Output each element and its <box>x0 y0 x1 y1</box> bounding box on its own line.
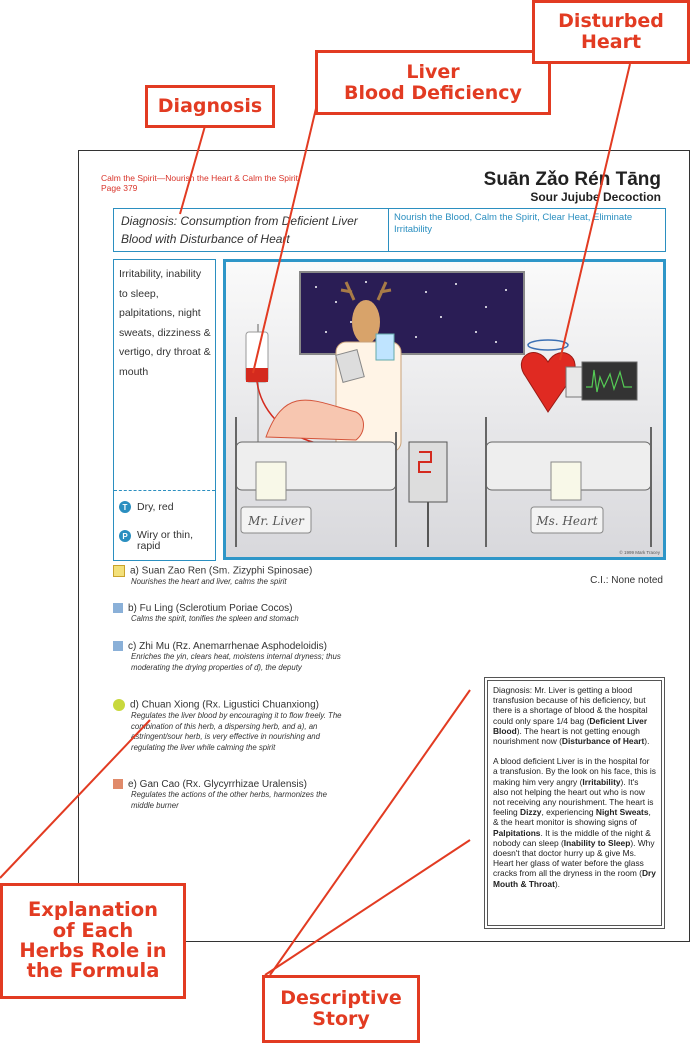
callout-explanation: Explanation of Each Herbs Role in the Formula <box>0 883 186 999</box>
pulse-text: Wiry or thin, rapid <box>137 529 194 552</box>
callout-liver-blood-deficiency: Liver Blood Deficiency <box>315 50 551 115</box>
herb-e: e) Gan Cao (Rx. Glycyrrhizae Uralensis) Regulates the actions of the other herbs, harmonizes the middle burner <box>113 779 343 811</box>
diagnosis-text: Diagnosis: Consumption from Deficient Liver Blood with Disturbance of Heart <box>114 209 389 251</box>
herb-c: c) Zhi Mu (Rz. Anemarrhenae Asphodeloidis) Enriches the yin, clears heat, moistens internal dryness; thus moderating the drying properties of d), the deputy <box>113 641 343 673</box>
callout-descriptive-story: Descriptive Story <box>262 975 420 1043</box>
copyright: © 1999 Mark Tracey <box>619 550 660 555</box>
herb-a: a) Suan Zao Ren (Sm. Zizyphi Spinosae) Nourishes the heart and liver, calms the spirit <box>113 565 312 588</box>
herb-a-role: Nourishes the heart and liver, calms the spirit <box>131 577 287 586</box>
page-number: Page 379 <box>101 183 138 193</box>
herb-e-role: Regulates the actions of the other herbs, harmonizes the middle burner <box>131 790 327 810</box>
category-label: Calm the Spirit—Nourish the Heart & Calm the Spirit <box>101 173 298 183</box>
callout-disturbed-heart: Disturbed Heart <box>532 0 690 64</box>
treatment-principle: Nourish the Blood, Calm the Spirit, Clear Heat, Eliminate Irritability <box>394 212 633 235</box>
liver-sign: Mr. Liver <box>248 514 304 528</box>
tongue-text: Dry, red <box>137 501 174 513</box>
callout-diagnosis: Diagnosis <box>145 85 275 128</box>
formula-subtitle: Sour Jujube Decoction <box>530 190 661 204</box>
herb-d-role: Regulates the liver blood by encouraging it to flow freely. The combination of this herb, a dispersing herb, and a), an astringent/sour herb, is very effective in nourishing and regulating the liver while calming the spirit <box>131 711 342 752</box>
tongue-icon: T <box>119 501 131 513</box>
herb-c-role: Enriches the yin, clears heat, moistens internal dryness; thus moderating the drying properties of d), the deputy <box>131 652 341 672</box>
herb-d: d) Chuan Xiong (Rx. Ligustici Chuanxiong) Regulates the liver blood by encouraging it to flow freely. The combination of this herb, a dispersing herb, and a), an astringent/sour herb, is very effective in nourishing and regulating the liver while calming the spirit <box>113 699 348 753</box>
formula-title: Suān Zǎo Rén Tāng <box>483 169 661 190</box>
heart-sign: Ms. Heart <box>536 514 598 528</box>
symptoms-text: Irritability, inability to sleep, palpitations, night sweats, dizziness & vertigo, dry throat & mouth <box>119 268 211 378</box>
pulse-icon: P <box>119 530 131 542</box>
story-text: Diagnosis: Mr. Liver is getting a blood transfusion because of his deficiency, but there is a shortage of blood & the hospital could only spare 1/4 bag (Deficient Liver Blood). The heart is not getting enough nourishment now (Disturbance of Heart). A blood deficient Liver is in the hospital for a transfusion. By the look on his face, this is making him very angry (Irritability). It's also not helping the heart out who is now not receiving any nourishment. The heart is feeling Dizzy, experiencing Night Sweats, & the heart monitor is showing signs of Palpitations. It is the middle of the night & nobody can sleep (Inability to Sleep). Why doesn't that doctor hurry up & give Ms. Heart her glass of water before the glass cracks from all the dryness in the room (Dry Mouth & Throat). <box>487 680 662 926</box>
herb-b: b) Fu Ling (Sclerotium Poriae Cocos) Calms the spirit, tonifies the spleen and stomach <box>113 603 343 625</box>
contraindications: C.I.: None noted <box>590 575 663 586</box>
herb-b-role: Calms the spirit, tonifies the spleen and stomach <box>131 614 299 623</box>
